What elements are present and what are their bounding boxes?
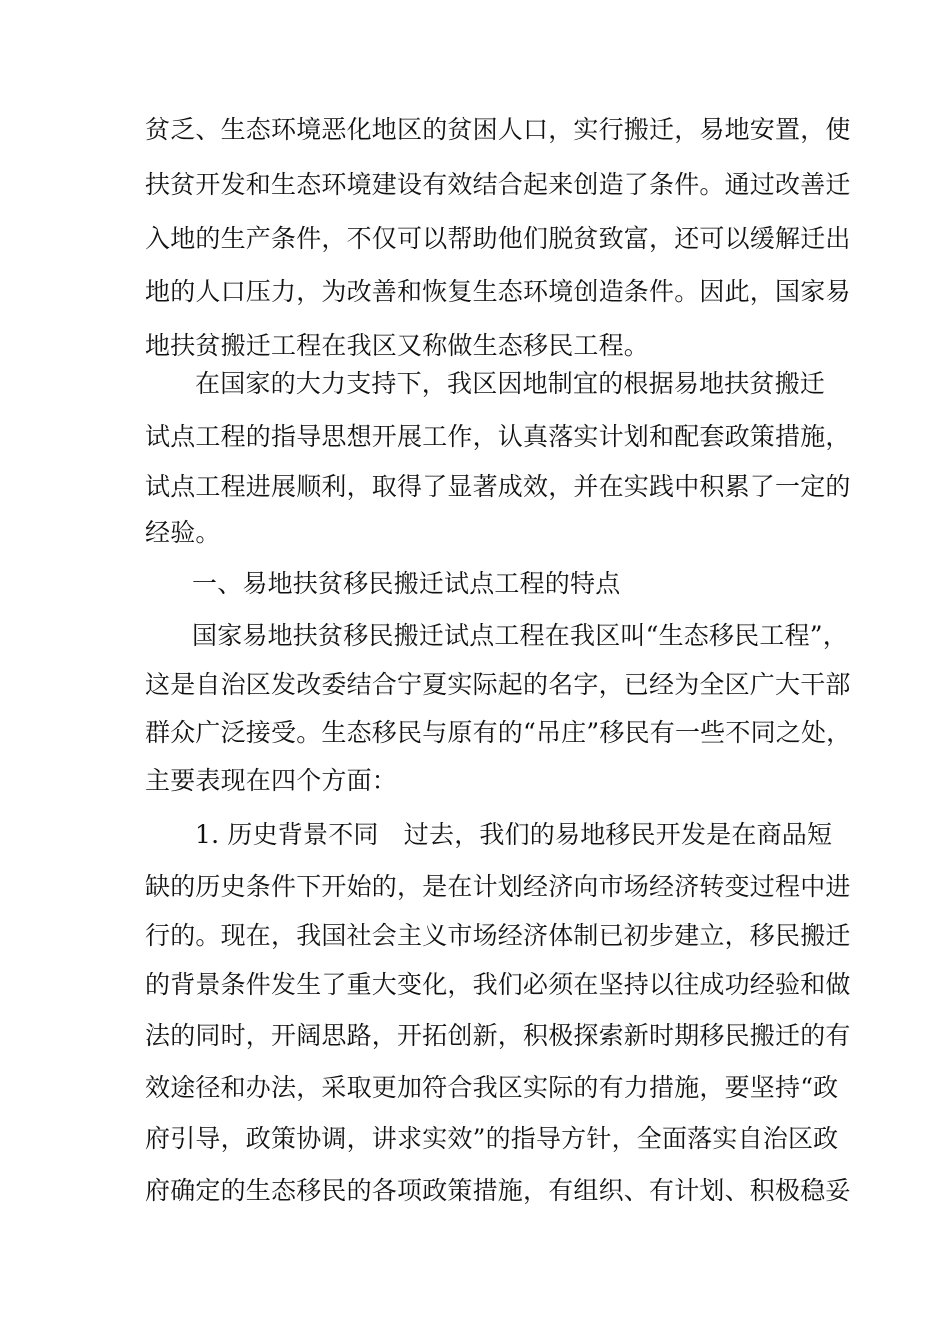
text-line: 缺的历史条件下开始的，是在计划经济向市场经济转变过程中进 bbox=[145, 872, 851, 901]
paragraph-first-line: 在国家的大力支持下，我区因地制宜的根据易地扶贫搬迁 bbox=[195, 369, 826, 398]
text-line: 府确定的生态移民的各项政策措施，有组织、有计划、积极稳妥 bbox=[145, 1176, 851, 1205]
paragraph-first-line: 1. 历史背景不同 过去，我们的易地移民开发是在商品短 bbox=[195, 820, 833, 849]
text-line: 府引导，政策协调，讲求实效”的指导方针，全面落实自治区政 bbox=[145, 1124, 839, 1153]
text-line: 主要表现在四个方面： bbox=[145, 766, 398, 795]
text-line: 群众广泛接受。生态移民与原有的“吊庄”移民有一些不同之处， bbox=[145, 718, 852, 747]
section-heading: 一、易地扶贫移民搬迁试点工程的特点 bbox=[192, 569, 621, 598]
text-line: 试点工程进展顺利，取得了显著成效，并在实践中积累了一定的 bbox=[145, 472, 851, 501]
text-line: 地扶贫搬迁工程在我区又称做生态移民工程。 bbox=[145, 331, 650, 360]
text-line: 法的同时，开阔思路，开拓创新，积极探索新时期移民搬迁的有 bbox=[145, 1021, 851, 1050]
text-line: 贫乏、生态环境恶化地区的贫困人口，实行搬迁，易地安置，使 bbox=[145, 115, 851, 144]
paragraph-first-line: 国家易地扶贫移民搬迁试点工程在我区叫“生态移民工程”， bbox=[192, 621, 848, 650]
text-line: 经验。 bbox=[145, 518, 221, 547]
text-line: 扶贫开发和生态环境建设有效结合起来创造了条件。通过改善迁 bbox=[145, 170, 851, 199]
text-line: 入地的生产条件，不仅可以帮助他们脱贫致富，还可以缓解迁出 bbox=[145, 224, 851, 253]
text-line: 地的人口压力，为改善和恢复生态环境创造条件。因此，国家易 bbox=[145, 277, 851, 306]
text-line: 效途径和办法，采取更加符合我区实际的有力措施，要坚持“政 bbox=[145, 1073, 839, 1102]
text-line: 行的。现在，我国社会主义市场经济体制已初步建立，移民搬迁 bbox=[145, 921, 851, 950]
text-line: 试点工程的指导思想开展工作，认真落实计划和配套政策措施， bbox=[145, 422, 851, 451]
text-line: 这是自治区发改委结合宁夏实际起的名字，已经为全区广大干部 bbox=[145, 670, 851, 699]
text-line: 的背景条件发生了重大变化，我们必须在坚持以往成功经验和做 bbox=[145, 970, 851, 999]
